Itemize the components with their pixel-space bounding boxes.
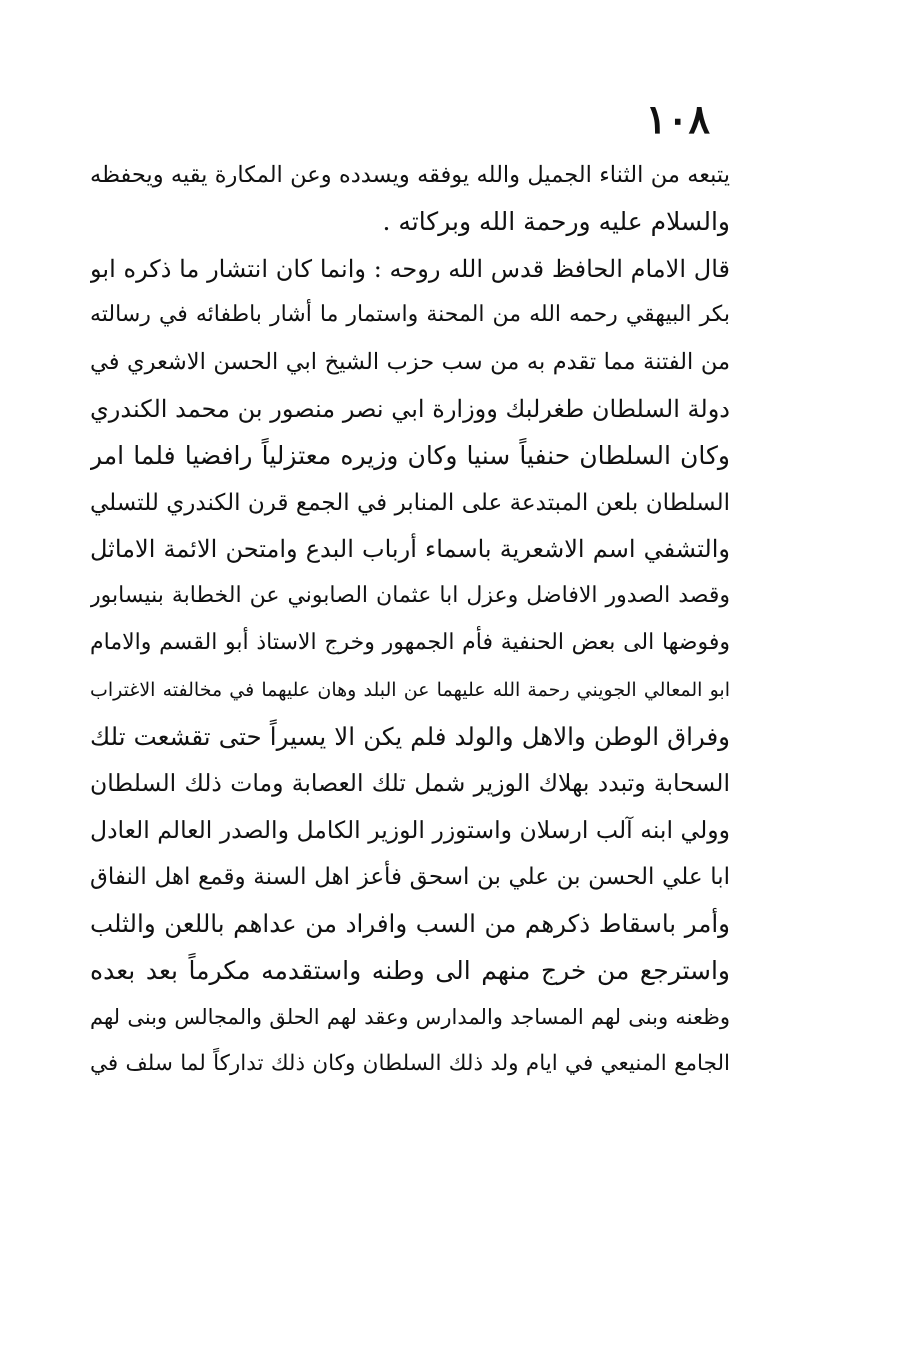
text-line: وظعنه وبنى لهم المساجد والمدارس وعقد لهم الحلق والمجالس وبنى لهم bbox=[90, 1005, 730, 1030]
text-line: ابا علي الحسن بن علي بن اسحق فأعز اهل السنة وقمع اهل النفاق bbox=[90, 863, 730, 890]
body-text bbox=[90, 152, 730, 1088]
text-line: دولة السلطان طغرلبك ووزارة ابي نصر منصور بن محمد الكندري bbox=[90, 394, 730, 423]
text-line: الجامع المنيعي في ايام ولد ذلك السلطان وكان ذلك تداركاً لما سلف في bbox=[90, 1051, 730, 1077]
text-line: السحابة وتبدد بهلاك الوزير شمل تلك العصابة ومات ذلك السلطان bbox=[90, 769, 730, 798]
text-line: بكر البيهقي رحمه الله من المحنة واستمار ما أشار باطفائه في رسالته bbox=[90, 302, 730, 328]
text-line: ابو المعالي الجويني رحمة الله عليهما عن البلد وهان عليهما في مخالفته الاغتراب bbox=[90, 678, 730, 701]
text-line: وكان السلطان حنفياً سنيا وكان وزيره معتزلياً رافضيا فلما امر bbox=[90, 440, 730, 470]
text-line: وفوضها الى بعض الحنفية فأم الجمهور وخرج الاستاذ أبو القسم والامام bbox=[90, 629, 730, 655]
text-line: يتبعه من الثناء الجميل والله يوفقه ويسدده وعن المكارة يقيه ويحفظه bbox=[90, 162, 730, 188]
text-line: والسلام عليه ورحمة الله وبركاته . bbox=[382, 206, 730, 236]
text-line: قال الامام الحافظ قدس الله روحه : وانما كان انتشار ما ذكره ابو bbox=[90, 254, 730, 283]
text-line: وولي ابنه آلب ارسلان واستوزر الوزير الكامل والصدر العالم العادل bbox=[90, 816, 730, 845]
text-line: واسترجع من خرج منهم الى وطنه واستقدمه مكرماً بعد بعده bbox=[90, 955, 730, 985]
text-line: السلطان بلعن المبتدعة على المنابر في الجمع قرن الكندري للتسلي bbox=[90, 489, 730, 516]
text-line: من الفتنة مما تقدم به من سب حزب الشيخ ابي الحسن الاشعري في bbox=[90, 349, 730, 376]
text-line: وأمر باسقاط ذكرهم من السب وافراد من عداهم باللعن والثلب bbox=[90, 908, 730, 938]
text-line: وقصد الصدور الافاضل وعزل ابا عثمان الصابوني عن الخطابة بنيسابور bbox=[90, 583, 730, 609]
text-line: وفراق الوطن والاهل والولد فلم يكن الا يسيراً حتى تقشعت تلك bbox=[90, 721, 730, 751]
text-line: والتشفي اسم الاشعرية باسماء أرباب البدع وامتحن الائمة الاماثل bbox=[90, 535, 730, 564]
page-number: ١٠٨ bbox=[645, 96, 710, 143]
